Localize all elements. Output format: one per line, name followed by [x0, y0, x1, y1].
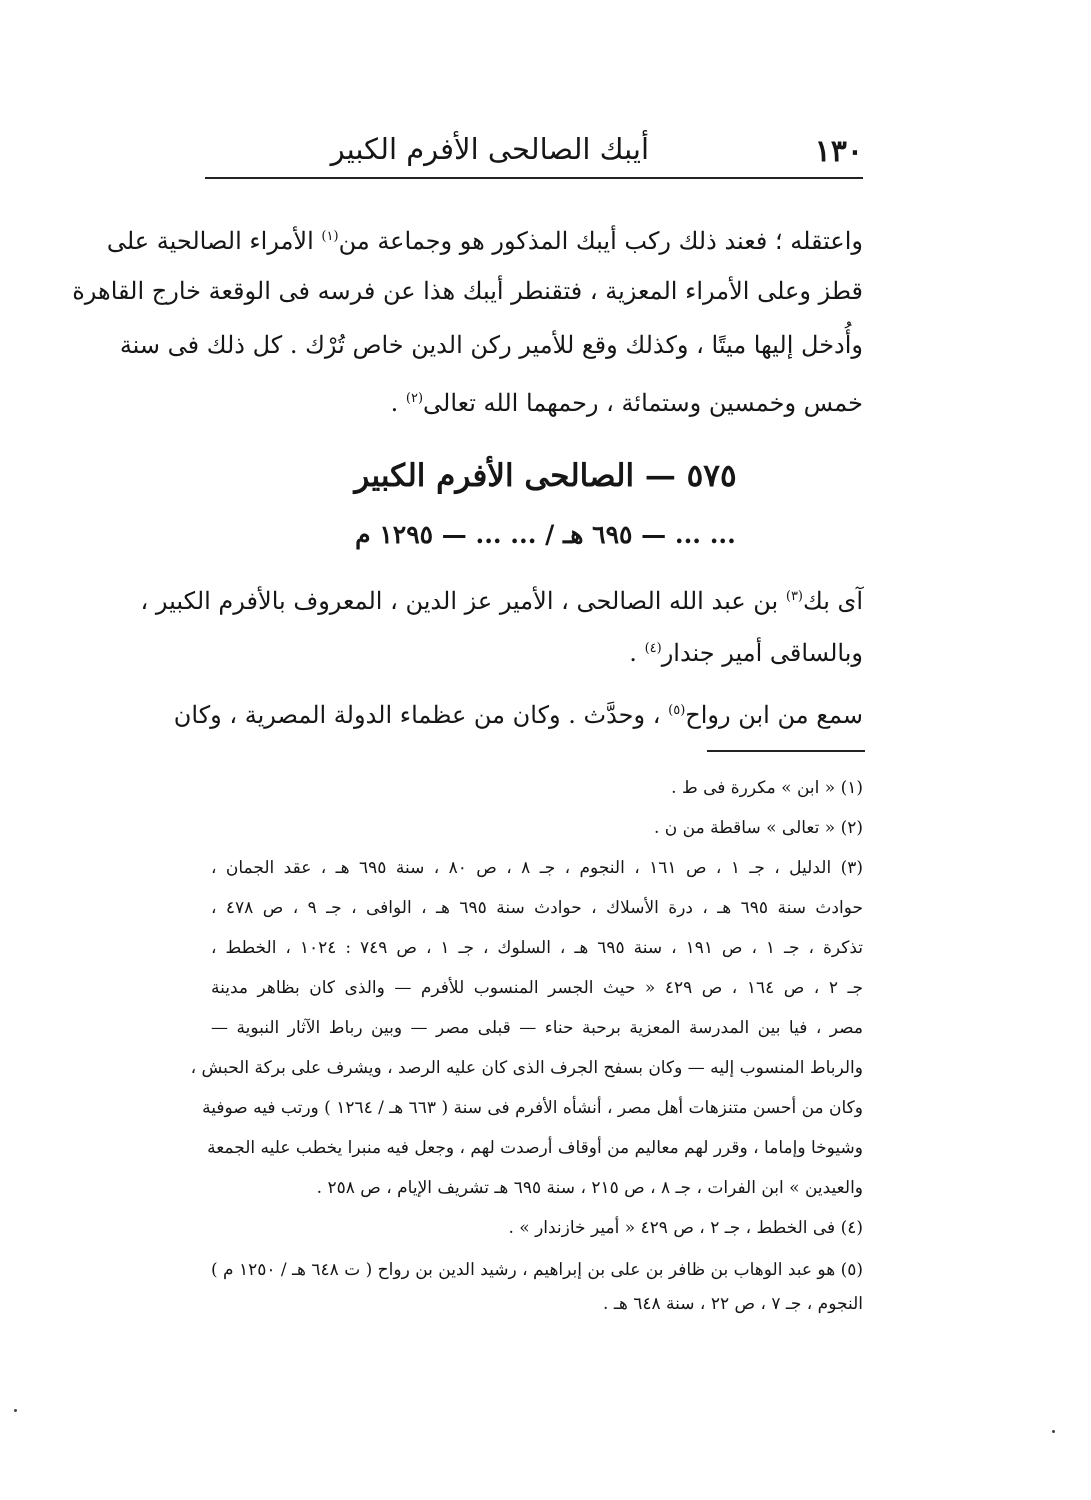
- entry-title: ٥٧٥ — الصالحى الأفرم الكبير: [354, 458, 737, 494]
- footnote: (٣) الدليل ، جـ ١ ، ص ١٦١ ، النجوم ، جـ ٨ ، ص ٨٠ ، سنة ٦٩٥ هـ ، عقد الجمان ،: [211, 858, 864, 878]
- body-line: وبالساقى أمير جندار$^{(٤)}$ .: [629, 639, 863, 667]
- footnote: والعيدين » ابن الفرات ، جـ ٨ ، ص ٢١٥ ، سنة ٦٩٥ هـ تشريف الإيام ، ص ٢٥٨ .: [316, 1178, 863, 1198]
- footnote: جـ ٢ ، ص ١٦٤ ، ص ٤٢٩ « حيث الجسر المنسوب للأفرم — والذى كان بظاهر مدينة: [211, 978, 863, 998]
- footnote-ref: (٤): [644, 641, 662, 656]
- body-line: وأُدخل إليها ميتًا ، وكذلك وقع للأمير ركن الدين خاص تُرْك . كل ذلك فى سنة: [119, 331, 863, 359]
- footnote-ref: (١): [321, 229, 339, 244]
- running-title: أيبك الصالحى الأفرم الكبير: [330, 132, 649, 166]
- scan-speck: [1052, 1430, 1055, 1433]
- footnote: مصر ، فيا بين المدرسة المعزية برحبة حناء — قبلى مصر — وبين رباط الآثار النبوية —: [211, 1018, 863, 1038]
- footnote: وشيوخا وإماما ، وقرر لهم معاليم من أوقاف أرصدت لهم ، وجعل فيه منبرا يخطب عليه الجمعة: [207, 1138, 863, 1158]
- body-line: قطز وعلى الأمراء المعزية ، فتقنطر أيبك هذا عن فرسه فى الوقعة خارج القاهرة: [72, 277, 863, 305]
- footnote-ref: (٣): [785, 589, 803, 604]
- footnote-ref: (٥): [668, 703, 686, 718]
- footnote: تذكرة ، جـ ١ ، ص ١٩١ ، سنة ٦٩٥ هـ ، السلوك ، جـ ١ ، ص ٧٤٩ : ١٠٢٤ ، الخطط ،: [211, 938, 863, 958]
- body-line: واعتقله ؛ فعند ذلك ركب أيبك المذكور هو وجماعة من$^{(١)}$ الأمراء الصالحية على: [106, 227, 863, 255]
- scan-speck: [14, 1409, 17, 1412]
- entry-dates: ... ... — ٦٩٥ هـ / ... ... — ١٢٩٥ م: [355, 520, 736, 549]
- footnote: وكان من أحسن متنزهات أهل مصر ، أنشأه الأفرم فى سنة ( ٦٦٣ هـ / ١٢٦٤ ) ورتب فيه صوفية: [202, 1098, 863, 1118]
- body-line: سمع من ابن رواح$^{(٥)}$ ، وحدَّث . وكان من عظماء الدولة المصرية ، وكان: [173, 701, 863, 729]
- footnote: (٤) فى الخطط ، جـ ٢ ، ص ٤٢٩ « أمير خازندار » .: [508, 1218, 863, 1238]
- footnote-ref: (٢): [405, 391, 424, 406]
- footnote: (٥) هو عبد الوهاب بن ظافر بن على بن إبراهيم ، رشيد الدين بن رواح ( ت ٦٤٨ هـ / ١٢٥٠ م ): [211, 1260, 864, 1280]
- body-line: آى بك$^{(٣)}$ بن عبد الله الصالحى ، الأمير عز الدين ، المعروف بالأفرم الكبير ،: [140, 587, 863, 615]
- footnote: والرباط المنسوب إليه — وكان بسفح الجرف الذى كان عليه الرصد ، ويشرف على بركة الحبش ،: [190, 1058, 863, 1078]
- footnote: حوادث سنة ٦٩٥ هـ ، درة الأسلاك ، حوادث سنة ٦٩٥ هـ ، الوافى ، جـ ٩ ، ص ٤٧٨ ،: [211, 898, 863, 918]
- page-number: ١٣٠: [814, 134, 863, 169]
- footnote: النجوم ، جـ ٧ ، ص ٢٢ ، سنة ٦٤٨ هـ .: [603, 1294, 863, 1314]
- footnote-rule: [707, 750, 865, 752]
- footnote: (٢) « تعالى » ساقطة من ن .: [653, 818, 863, 838]
- footnote: (١) « ابن » مكررة فى ط .: [671, 778, 863, 798]
- header-rule: [205, 177, 863, 179]
- page-header: [205, 128, 863, 174]
- body-line: خمس وخمسين وستمائة ، رحمهما الله تعالى$^{(٢)}$ .: [390, 389, 863, 417]
